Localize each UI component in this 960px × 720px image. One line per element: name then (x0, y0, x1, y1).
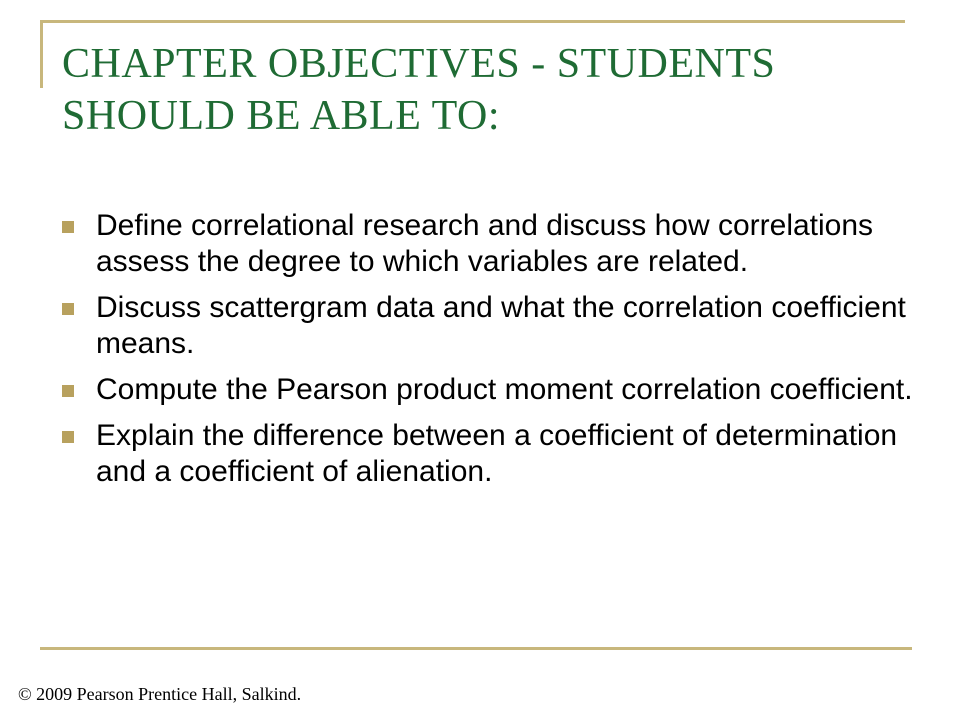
objectives-list (62, 208, 932, 500)
top-rule (40, 20, 905, 23)
left-rule (40, 20, 43, 88)
square-bullet-icon (62, 303, 74, 315)
copyright-footer: © 2009 Pearson Prentice Hall, Salkind. (18, 684, 302, 704)
list-item-text: Discuss scattergram data and what the correlation coefficient means. (96, 291, 906, 360)
list-item (62, 290, 932, 362)
square-bullet-icon (62, 221, 74, 233)
list-item-text: Compute the Pearson product moment correlation coefficient. (96, 373, 913, 406)
list-item-text: Define correlational research and discuss how correlations assess the degree to which variables are related. (96, 209, 874, 278)
square-bullet-icon (62, 431, 74, 443)
list-item-text: Explain the difference between a coefficient of determination and a coefficient of alienation. (96, 419, 898, 488)
list-item (62, 208, 932, 280)
bottom-rule (40, 647, 912, 650)
title-line-1: CHAPTER OBJECTIVES - STUDENTS (62, 41, 776, 87)
title-line-2: SHOULD BE ABLE TO: (62, 93, 500, 139)
list-item (62, 418, 932, 490)
square-bullet-icon (62, 385, 74, 397)
slide-title (62, 38, 922, 142)
list-item (62, 372, 932, 408)
